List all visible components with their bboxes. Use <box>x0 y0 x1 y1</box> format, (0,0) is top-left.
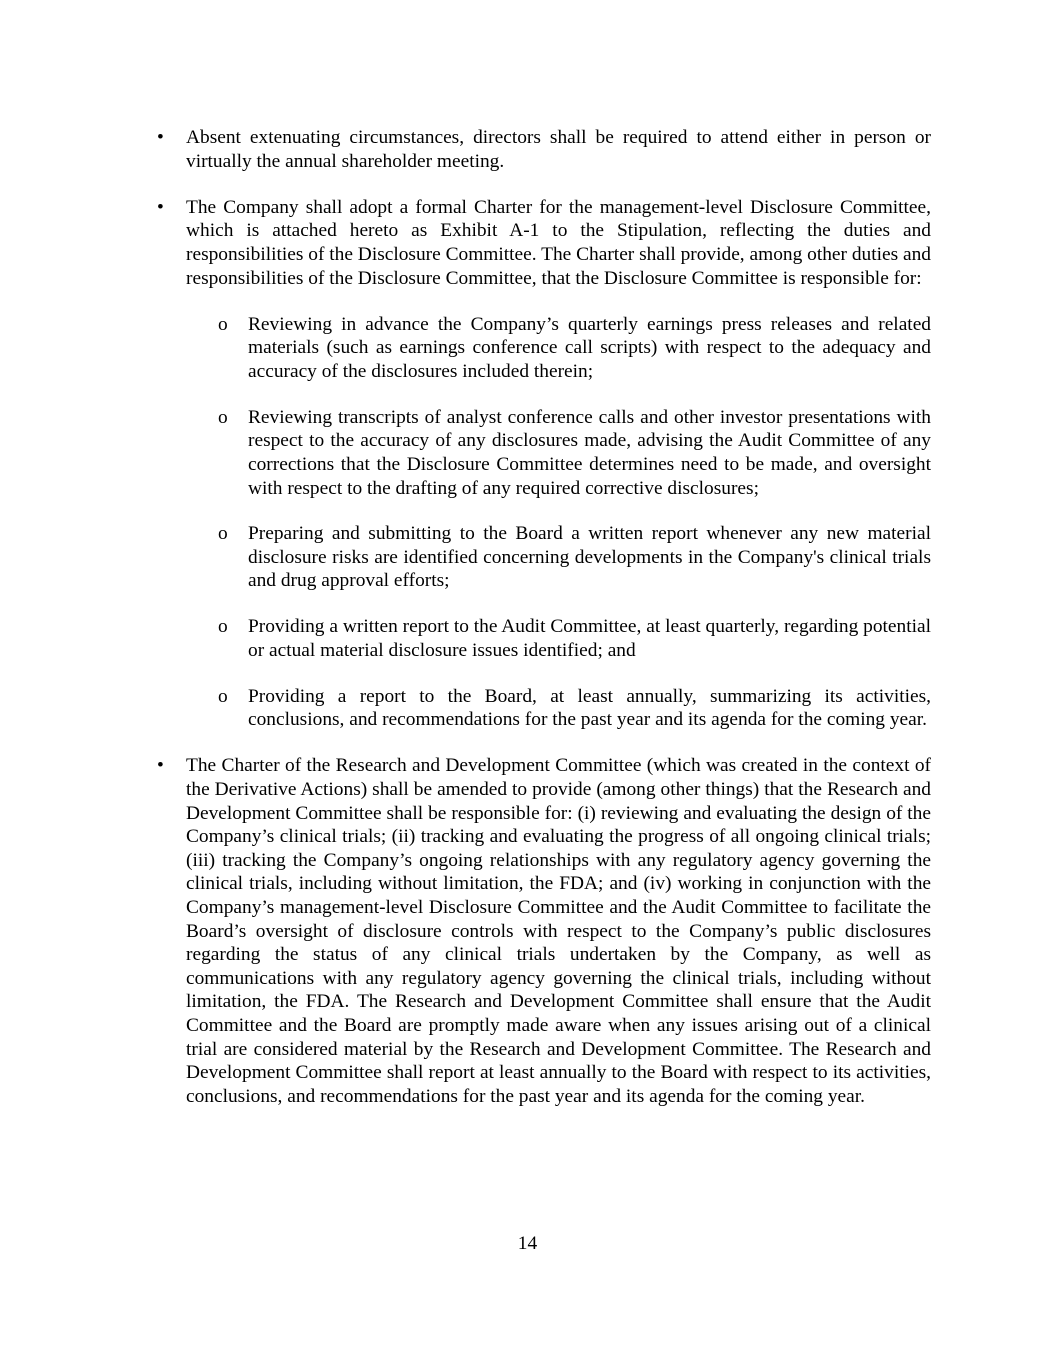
circle-bullet-icon: o <box>218 406 228 428</box>
document-body <box>157 126 931 1131</box>
circle-bullet-icon: o <box>218 523 228 545</box>
bullet-item <box>157 754 931 1108</box>
sub-item <box>218 685 931 732</box>
bullet-text: The Charter of the Research and Development Committee (which was created in the context of the Derivative Actions) shall be amended to provide (among other things) that the Research and Development Committee shall be responsible for: (i) reviewing and evaluating the design of the Company’s clinical trials; (ii) tracking and evaluating the progress of all ongoing clinical trials; (iii) tracking the Company’s ongoing relationships with any regulatory agency governing the clinical trials, including without limitation, the FDA; and (iv) working in conjunction with the Company’s management-level Disclosure Committee and the Audit Committee to facilitate the Board’s oversight of disclosure controls with respect to the Company’s public disclosures regarding the status of any clinical trials undertaken by the Company, as well as communications with any regulatory agency governing the clinical trials, including without limitation, the FDA. The Research and Development Committee shall ensure that the Audit Committee and the Board are promptly made aware when any issues arising out of a clinical trial are considered material by the Research and Development Committee. The Research and Development Committee shall report at least annually to the Board with respect to its activities, conclusions, and recommendations for the past year and its agenda for the coming year. <box>186 755 931 1107</box>
sub-item <box>218 313 931 384</box>
sub-item-text: Preparing and submitting to the Board a written report whenever any new material disclosure risks are identified concerning developments in the Company's clinical trials and drug approval efforts; <box>248 523 931 592</box>
sub-item-text: Reviewing in advance the Company’s quarterly earnings press releases and related materials (such as earnings conference call scripts) with respect to the adequacy and accuracy of the disclosures included therein; <box>248 313 931 382</box>
sub-item-text: Providing a written report to the Audit Committee, at least quarterly, regarding potential or actual material disclosure issues identified; and <box>248 616 931 661</box>
circle-bullet-icon: o <box>218 616 228 638</box>
circle-bullet-icon: o <box>218 313 228 335</box>
page-number: 14 <box>517 1233 538 1254</box>
sub-item-text: Reviewing transcripts of analyst conference calls and other investor presentations with respect to the accuracy of any disclosures made, advising the Audit Committee of any corrections that the Disclosure Committee determines need to be made, and oversight with respect to the drafting of any required corrective disclosures; <box>248 406 931 499</box>
sub-list <box>186 313 931 732</box>
bullet-icon: • <box>157 755 164 777</box>
sub-item <box>218 522 931 593</box>
bullet-item <box>157 126 931 173</box>
bullet-text: The Company shall adopt a formal Charter for the management-level Disclosure Committee, which is attached hereto as Exhibit A-1 to the Stipulation, reflecting the duties and responsibilities of the Disclosure Committee. The Charter shall provide, among other duties and responsibilities of the Disclosure Committee, that the Disclosure Committee is responsible for: <box>186 196 931 289</box>
bullet-icon: • <box>157 127 164 148</box>
bullet-text: Absent extenuating circumstances, directors shall be required to attend either in person or virtually the annual shareholder meeting. <box>186 127 931 172</box>
circle-bullet-icon: o <box>218 685 228 707</box>
sub-item-text: Providing a report to the Board, at least annually, summarizing its activities, conclusions, and recommendations for the past year and its agenda for the coming year. <box>248 685 931 731</box>
sub-item <box>218 615 931 662</box>
sub-item <box>218 406 931 500</box>
bullet-item <box>157 196 931 732</box>
bullet-icon: • <box>157 196 164 218</box>
